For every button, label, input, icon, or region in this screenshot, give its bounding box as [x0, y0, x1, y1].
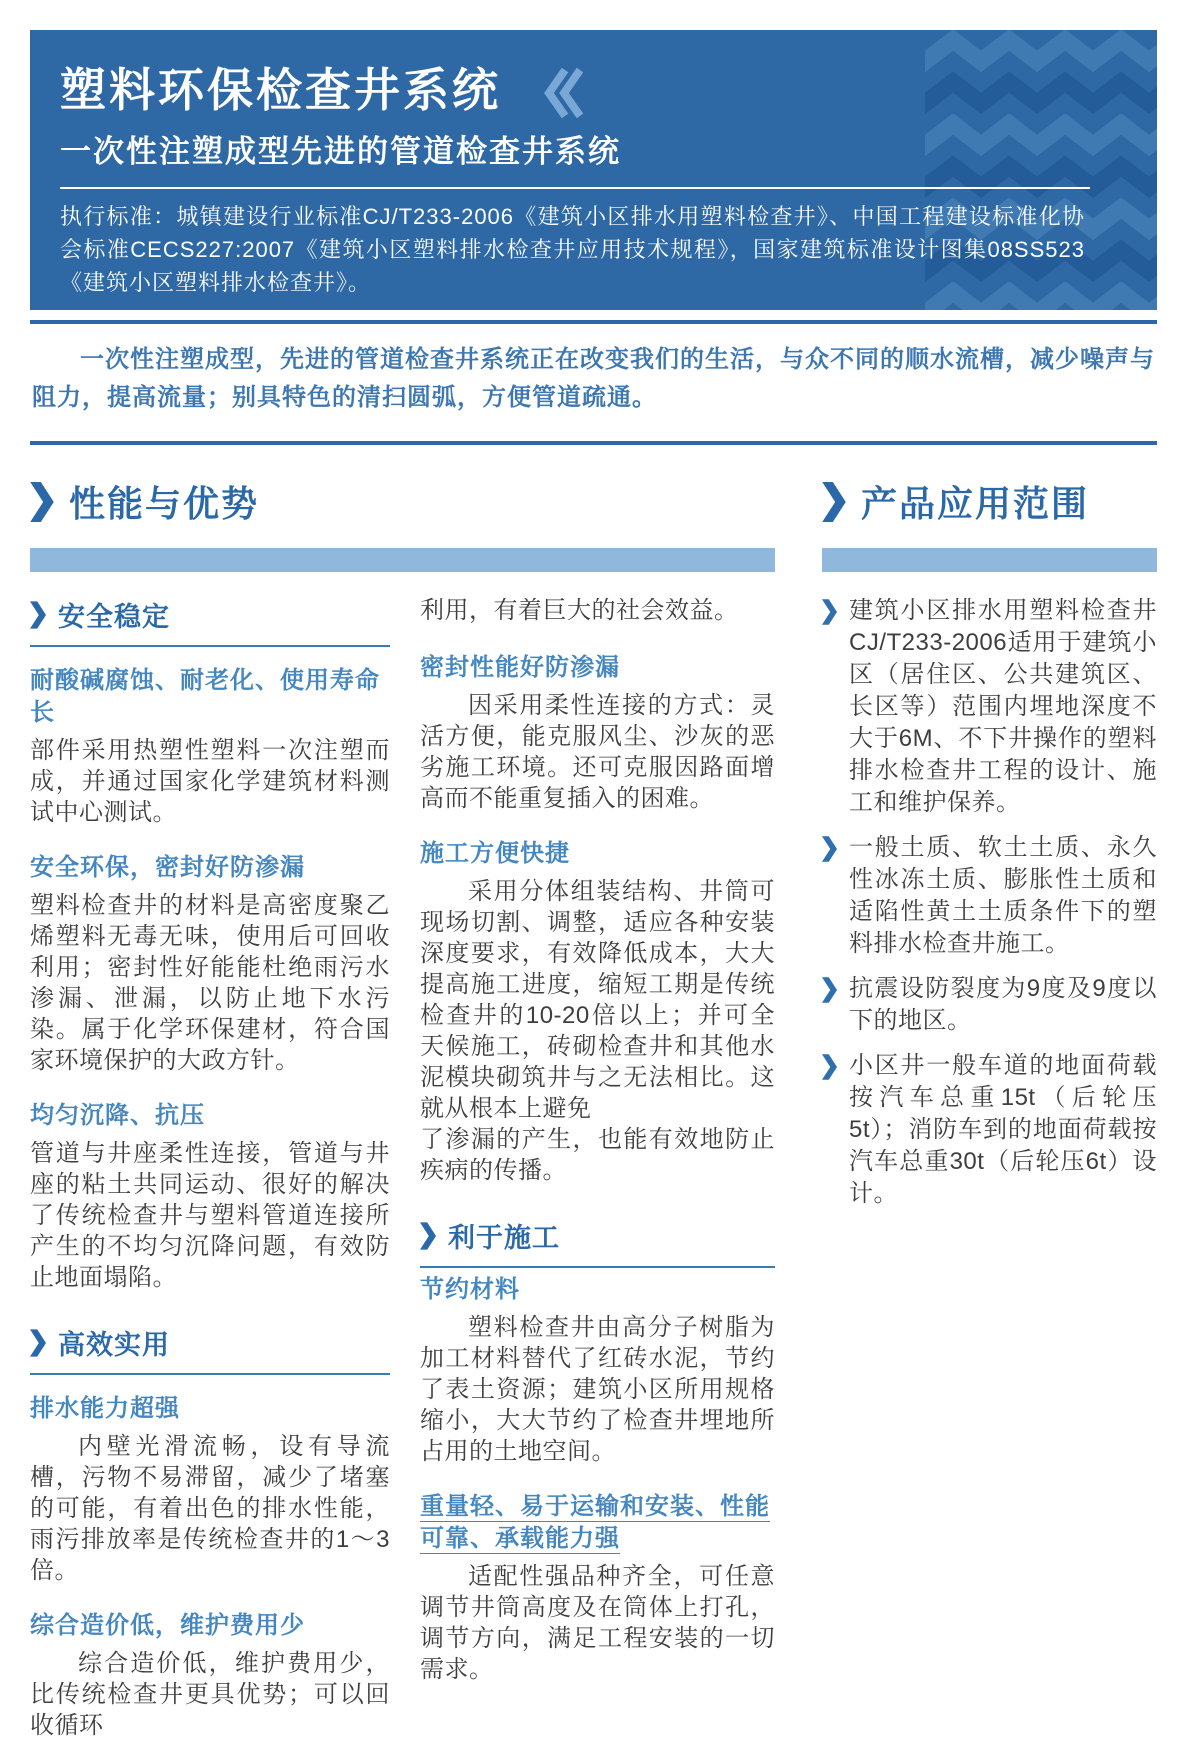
subsection-title: 利于施工 — [448, 1223, 560, 1253]
feature-text: 因采用柔性连接的方式：灵活方便，能克服风尘、沙灰的恶劣施工环境。还可克服因路面增高而不能重复插入的困难。 — [420, 692, 775, 812]
section-title: 性能与优势 — [69, 483, 260, 524]
feature-title: 耐酸碱腐蚀、耐老化、使用寿命长 — [30, 667, 380, 726]
list-item — [822, 1050, 1157, 1210]
feature-text: 塑料检查井由高分子树脂为加工材料替代了红砖水泥，节约了表土资源；建筑小区所用规格缩小，大大节约了检查井埋地所占用的土地空间。 — [420, 1314, 775, 1465]
chevron-right-icon — [30, 482, 54, 522]
intro-text: 一次性注塑成型，先进的管道检查井系统正在改变我们的生活，与众不同的顺水流槽，减少噪声与阻力，提高流量；别具特色的清扫圆弧，方便管道疏通。 — [32, 346, 1155, 411]
feature-title: 施工方便快捷 — [420, 840, 570, 867]
section-bar — [30, 548, 775, 572]
banner-content — [30, 30, 1157, 299]
page-title: 塑料环保检查井系统 — [60, 64, 501, 116]
column-left — [30, 595, 390, 1741]
feature-text: 综合造价低，维护费用少，比传统检查井更具优势；可以回收循环 — [30, 1650, 390, 1739]
list-item-text: 一般土质、软土土质、永久性冰冻土质、膨胀性土质和适陷性黄土土质条件下的塑料排水检查井施工。 — [849, 834, 1157, 957]
chevron-right-icon — [822, 482, 846, 522]
list-item — [822, 832, 1157, 960]
feature-title: 排水能力超强 — [30, 1395, 180, 1422]
chevron-right-icon — [822, 977, 837, 1003]
feature-title: 均匀沉降、抗压 — [30, 1102, 205, 1129]
banner-divider — [60, 187, 1090, 189]
section-application — [822, 476, 1157, 1741]
feature-title: 节约材料 — [420, 1276, 520, 1303]
feature-text: 适配性强品种齐全，可任意调节井筒高度及在筒体上打孔，调节方向，满足工程安装的一切需求。 — [420, 1563, 775, 1683]
chevron-right-icon — [30, 601, 46, 629]
feature-text: 部件采用热塑性塑料一次注塑而成，并通过国家化学建筑材料测试中心测试。 — [30, 737, 390, 826]
section-performance — [30, 476, 775, 1741]
page-subtitle: 一次性注塑成型先进的管道检查井系统 — [60, 134, 621, 169]
double-angle-left-icon — [541, 64, 583, 122]
subsection-construction — [420, 1216, 775, 1268]
section-header-performance — [30, 476, 775, 527]
chevron-right-icon — [30, 1329, 46, 1357]
feature-text: 采用分体组装结构、井筒可现场切割、调整，适应各种安装深度要求，有效降低成本，大大提高施工进度，缩短工期是传统检查井的10-20倍以上；并可全天候施工，砖砌检查井和其他水泥模块砌筑井与之无法相比。这就从根本上避免 — [420, 878, 775, 1122]
chevron-right-icon — [822, 1054, 837, 1080]
subsection-title: 安全稳定 — [58, 602, 170, 632]
feature-title: 重量轻、易于运输和安装、性能可靠、承载能力强 — [420, 1493, 770, 1552]
feature-title: 综合造价低，维护费用少 — [30, 1612, 305, 1639]
section-title: 产品应用范围 — [861, 483, 1090, 524]
header-banner — [30, 30, 1157, 310]
subsection-title: 高效实用 — [58, 1330, 170, 1360]
list-item — [822, 973, 1157, 1037]
feature-text-continued: 利用，有着巨大的社会效益。 — [420, 597, 739, 624]
column-middle — [420, 595, 775, 1741]
chevron-right-icon — [420, 1222, 436, 1250]
title-row — [60, 58, 1157, 122]
feature-title: 安全环保，密封好防渗漏 — [30, 854, 305, 881]
content-area — [30, 476, 1157, 1741]
subsection-safety — [30, 595, 390, 647]
chevron-right-icon — [822, 599, 837, 625]
list-item — [822, 595, 1157, 819]
list-item-text: 抗震设防裂度为9度及9度以下的地区。 — [849, 975, 1157, 1034]
application-list — [822, 595, 1157, 1210]
feature-text: 了渗漏的产生，也能有效地防止疾病的传播。 — [420, 1126, 775, 1184]
list-item-text: 小区井一般车道的地面荷载按汽车总重15t（后轮压5t）；消防车到的地面荷载按汽车总重30t（后轮压6t）设计。 — [849, 1052, 1157, 1207]
intro-strip — [30, 320, 1157, 445]
standards-text: 执行标准：城镇建设行业标准CJ/T233-2006《建筑小区排水用塑料检查井》、中国工程建设标准化协会标准CECS227:2007《建筑小区塑料排水检查井应用技术规程》，国家建筑标准设计图集08SS523《建筑小区塑料排水检查井》。 — [60, 204, 1085, 295]
subsection-efficiency — [30, 1323, 390, 1375]
performance-columns — [30, 595, 775, 1741]
feature-title: 密封性能好防渗漏 — [420, 654, 620, 681]
section-header-application — [822, 476, 1157, 527]
list-item-text: 建筑小区排水用塑料检查井CJ/T233-2006适用于建筑小区（居住区、公共建筑区、长区等）范围内埋地深度不大于6M、不下井操作的塑料排水检查井工程的设计、施工和维护保养。 — [849, 597, 1157, 816]
feature-text: 塑料检查井的材料是高密度聚乙烯塑料无毒无味，使用后可回收利用；密封性好能能杜绝雨污水渗漏、泄漏，以防止地下水污染。属于化学环保建材，符合国家环境保护的大政方针。 — [30, 892, 390, 1074]
feature-text: 管道与井座柔性连接，管道与井座的粘土共同运动、很好的解决了传统检查井与塑料管道连接所产生的不均匀沉降问题，有效防止地面塌陷。 — [30, 1140, 390, 1291]
feature-text: 内壁光滑流畅，设有导流槽，污物不易滞留，减少了堵塞的可能，有着出色的排水性能，雨污排放率是传统检查井的1～3倍。 — [30, 1433, 390, 1584]
section-bar — [822, 548, 1157, 572]
chevron-right-icon — [822, 836, 837, 862]
